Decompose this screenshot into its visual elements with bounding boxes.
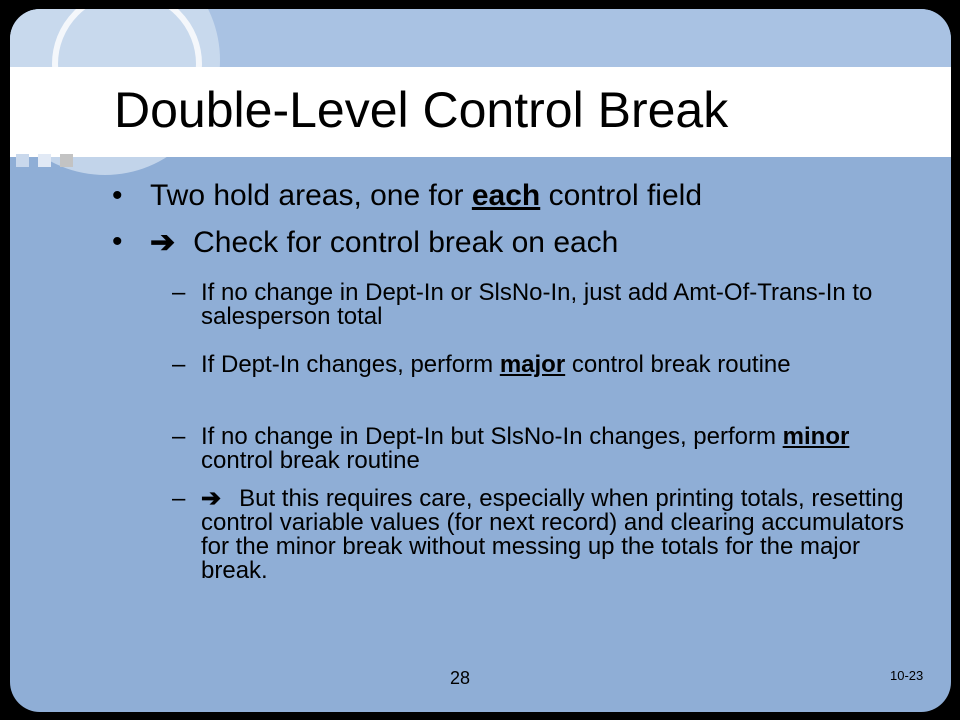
- bullet-text-part: Two hold areas, one for: [150, 179, 472, 212]
- sub-bullet-marker: –: [172, 423, 186, 450]
- right-arrow-icon: ➔: [201, 485, 222, 512]
- emphasis-each: each: [471, 179, 541, 212]
- sub-bullet-text: [201, 425, 912, 473]
- sub-bullet-marker: –: [172, 279, 186, 306]
- slide-title: Double-Level Control Break: [114, 82, 729, 138]
- sub-bullet-text: If no change in Dept-In or SlsNo-In, just add Amt-Of-Trans-In to salesperson total: [201, 279, 873, 330]
- sub-bullet-marker: –: [172, 351, 186, 378]
- bullet-text: [150, 225, 618, 260]
- emphasis-major: major: [499, 351, 566, 378]
- sub-bullet-text-part: If no change in Dept-In but SlsNo-In changes, perform: [201, 423, 783, 450]
- bullet-text-part: control field: [540, 179, 702, 212]
- sub-bullet-item: [172, 425, 912, 473]
- emphasis-minor: minor: [782, 423, 850, 450]
- sub-bullet-text-part: But this requires care, especially when printing totals, resetting control variable values (for next record) and clearing accumulators for the minor break without messing up the totals for the major break.: [201, 485, 904, 584]
- sub-bullet-text-part: If Dept-In changes, perform: [201, 351, 500, 378]
- sub-bullet-text-part: control break routine: [201, 447, 420, 474]
- sub-bullet-marker: –: [172, 485, 186, 512]
- bullet-text-part: Check for control break on each: [193, 226, 619, 259]
- sub-bullet-text-part: control break routine: [565, 351, 791, 378]
- bullet-marker: •: [112, 179, 123, 212]
- sub-bullet-text: [201, 353, 912, 377]
- slide: [10, 9, 951, 712]
- slide-content: [10, 9, 951, 712]
- slide-code: 10-23: [890, 668, 924, 683]
- sub-bullet-item: [172, 353, 912, 377]
- sub-bullet-text: [201, 487, 912, 583]
- sub-bullet-item: [172, 487, 912, 583]
- right-arrow-icon: ➔: [150, 226, 176, 259]
- bullet-text: [150, 179, 702, 213]
- page-number: 28: [450, 668, 471, 688]
- bullet-marker: •: [112, 225, 123, 258]
- sub-bullet-item: [172, 281, 912, 329]
